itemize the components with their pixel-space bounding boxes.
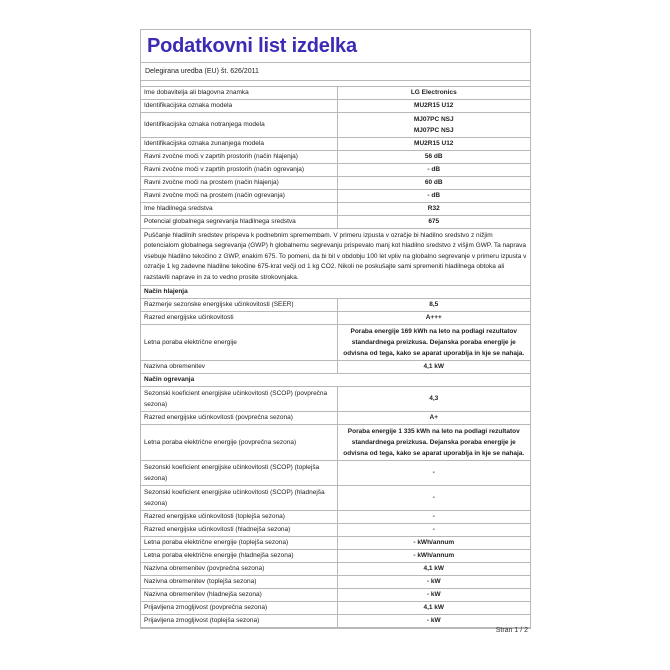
row-value: MU2R15 U12 [337,100,530,113]
row-label: Razred energijske učinkovitosti (povprečna sezona) [141,412,337,425]
table-row [141,100,530,113]
table-row [141,387,530,412]
row-value: - dB [337,190,530,203]
row-value: A+++ [337,312,530,325]
table-row [141,164,530,177]
section-heading-heating-text: Način ogrevanja [141,374,530,387]
row-value: MU2R15 U12 [337,138,530,151]
section-heading-cooling [141,286,530,299]
section-heading-cooling-text: Način hlajenja [141,286,530,299]
gwp-note-text: Puščanje hladilnih sredstev prispeva k podnebnim spremembam. V primeru izpusta v ozračje bi hladilno sredstvo z nižjim potencialom globalnega segrevanja (GWP) h globalnemu segrevanju prispevalo manj kot hladilno sredstvo z višjim GWP. Ta naprava vsebuje hladilno tekočino z GWP, enakim 675. To pomeni, da bi bil v obdobju 100 let vpliv na globalno segrevanje v primeru izpusta v ozračje 1 kg zadevne hladilne tekočine 675-krat večji od 1 kg CO2. Nikoli ne poskušajte sami spremeniti hladilnega obtoka ali razstaviti naprave in za to vedno prosite strokovnjaka. [141,229,530,286]
row-value: - kW [337,589,530,602]
spec-table-body [141,87,530,628]
table-row [141,177,530,190]
page-number: Stran 1 / 2 [495,627,528,634]
table-row [141,537,530,550]
row-label: Razmerje sezonske energijske učinkovitosti (SEER) [141,299,337,312]
title-box [141,30,530,63]
product-data-sheet [140,29,531,629]
table-row [141,325,530,361]
table-row [141,615,530,628]
row-label: Ravni zvočne moči na prostem (način ogrevanja) [141,190,337,203]
table-row [141,602,530,615]
row-label: Identifikacijska oznaka zunanjega modela [141,138,337,151]
row-value: 4,3 [337,387,530,412]
table-row [141,524,530,537]
table-row [141,138,530,151]
row-value: Poraba energije 169 kWh na leto na podlagi rezultatov standardnega preizkusa. Dejanska poraba energije je odvisna od tega, kako se aparat uporablja in kje se nahaja. [337,325,530,361]
table-row [141,550,530,563]
section-heading-heating [141,374,530,387]
row-value: 60 dB [337,177,530,190]
row-label: Razred energijske učinkovitosti [141,312,337,325]
row-label: Razred energijske učinkovitosti (hladnejša sezona) [141,524,337,537]
row-value: 675 [337,216,530,229]
table-row [141,87,530,100]
row-label: Nazivna obremenitev (toplejša sezona) [141,576,337,589]
row-label: Sezonski koeficient energijske učinkovitosti (SCOP) (toplejša sezona) [141,461,337,486]
table-row [141,151,530,164]
table-row [141,563,530,576]
row-value: - [337,461,530,486]
row-value: 56 dB [337,151,530,164]
regulation-reference: Delegirana uredba (EU) št. 626/2011 [141,63,530,81]
row-label: Ravni zvočne moči v zaprtih prostorih (način ogrevanja) [141,164,337,177]
table-row [141,589,530,602]
table-row [141,425,530,461]
row-label: Prijavljena zmogljivost (toplejša sezona) [141,615,337,628]
row-label: Letna poraba električne energije (hladnejša sezona) [141,550,337,563]
table-row [141,190,530,203]
row-label: Letna poraba električne energije [141,325,337,361]
table-row [141,511,530,524]
row-label: Sezonski koeficient energijske učinkovitosti (SCOP) (hladnejša sezona) [141,486,337,511]
row-value: 8,5 [337,299,530,312]
row-value: MJ07PC NSJ MJ07PC NSJ [337,113,530,138]
row-value: 4,1 kW [337,602,530,615]
row-label: Razred energijske učinkovitosti (toplejša sezona) [141,511,337,524]
row-value: - kWh/annum [337,550,530,563]
row-label: Nazivna obremenitev (povprečna sezona) [141,563,337,576]
row-value: - kW [337,615,530,628]
row-label: Nazivna obremenitev (hladnejša sezona) [141,589,337,602]
row-label: Letna poraba električne energije (toplejša sezona) [141,537,337,550]
row-label: Sezonski koeficient energijske učinkovitosti (SCOP) (povprečna sezona) [141,387,337,412]
row-value: 4,1 kW [337,563,530,576]
table-row [141,299,530,312]
table-row [141,361,530,374]
row-value: A+ [337,412,530,425]
row-label: Potencial globalnega segrevanja hladilnega sredstva [141,216,337,229]
row-label: Ime hladilnega sredstva [141,203,337,216]
row-value: - kW [337,576,530,589]
table-row [141,203,530,216]
table-row [141,216,530,229]
row-value: - [337,486,530,511]
table-row [141,113,530,138]
table-row [141,486,530,511]
table-row [141,461,530,486]
page-title: Podatkovni list izdelka [147,34,357,57]
row-value: Poraba energije 1 335 kWh na leto na podlagi rezultatov standardnega preizkusa. Dejanska poraba energije je odvisna od tega, kako se aparat uporablja in kje se nahaja. [337,425,530,461]
row-value: LG Electronics [337,87,530,100]
spec-table [141,87,530,628]
row-label: Ravni zvočne moči na prostem (način hlajenja) [141,177,337,190]
row-value: - kWh/annum [337,537,530,550]
table-row [141,576,530,589]
row-label: Ravni zvočne moči v zaprtih prostorih (način hlajenja) [141,151,337,164]
row-value: - [337,524,530,537]
row-value: - dB [337,164,530,177]
row-label: Nazivna obremenitev [141,361,337,374]
table-row [141,412,530,425]
row-label: Ime dobavitelja ali blagovna znamka [141,87,337,100]
gwp-note [141,229,530,286]
row-value: 4,1 kW [337,361,530,374]
row-value: R32 [337,203,530,216]
row-label: Letna poraba električne energije (povprečna sezona) [141,425,337,461]
row-label: Identifikacijska oznaka notranjega modela [141,113,337,138]
row-label: Identifikacijska oznaka modela [141,100,337,113]
row-value: - [337,511,530,524]
table-row [141,312,530,325]
row-label: Prijavljena zmogljivost (povprečna sezona) [141,602,337,615]
